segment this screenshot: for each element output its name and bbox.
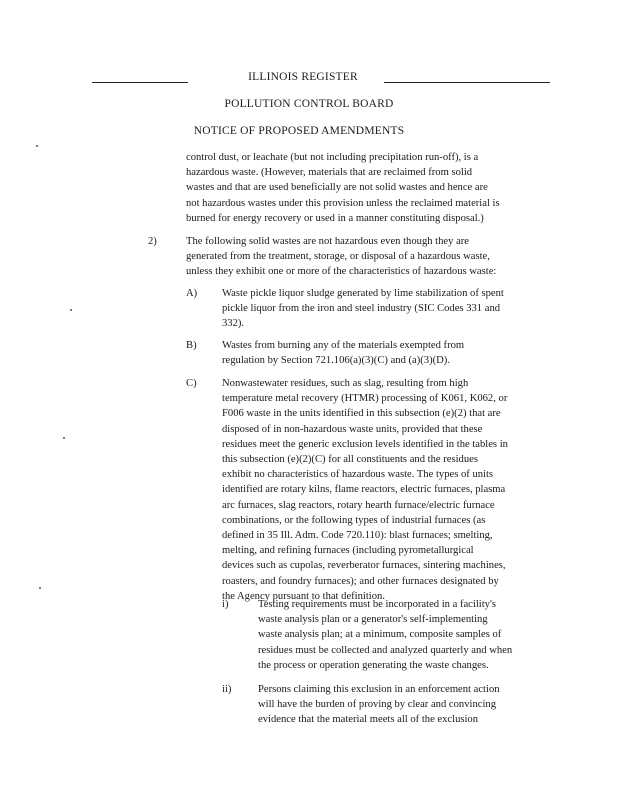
item-a-text [222,286,504,332]
scan-speck [36,145,38,147]
text-line: hazardous waste. (However, materials that are reclaimed from solid [186,167,473,179]
text-line: combinations, or the following types of industrial furnaces (as [222,514,486,526]
text-line: evidence that the material meets all of the exclusion [258,714,479,726]
scan-speck [63,437,65,439]
item-2-marker: 2) [148,236,157,247]
item-c-text [222,376,508,604]
text-line: roasters, and foundry furnaces); and other furnaces designated by [222,575,499,587]
item-c-ii-text [258,682,500,728]
scan-speck [39,587,41,589]
text-line: Persons claiming this exclusion in an enforcement action [258,684,500,695]
item-c-marker: C) [186,378,197,389]
text-line: identified are rotary kilns, flame reactors, electric furnaces, plasma [222,484,506,496]
item-b-marker: B) [186,340,197,351]
text-line: 332). [222,318,245,330]
text-line: temperature metal recovery (HTMR) processing of K061, K062, or [222,393,508,405]
text-line: wastes and that are used beneficially are not solid wastes and hence are [186,182,488,194]
item-b-text [222,338,464,368]
text-line: regulation by Section 721.106(a)(3)(C) and (a)(3)(D). [222,355,450,367]
text-line: F006 waste in the units identified in this subsection (e)(2) that are [222,408,501,420]
text-line: burned for energy recovery or used in a manner constituting disposal.) [186,212,484,224]
text-line: will have the burden of proving by clear and convincing [258,699,496,711]
text-line: The following solid wastes are not hazardous even though they are [186,236,470,247]
text-line: this subsection (e)(2)(C) for all constituents and the residues [222,454,478,466]
text-line: Waste pickle liquor sludge generated by lime stabilization of spent [222,288,504,299]
text-line: exhibit no characteristics of hazardous waste. The types of units [222,469,494,481]
text-line: the Agency pursuant to that definition. [222,590,385,602]
text-line: defined in 35 Ill. Adm. Code 720.110): blast furnaces; smelting, [222,530,493,542]
register-title: ILLINOIS REGISTER [248,71,358,83]
text-line: residues must be collected and analyzed quarterly and when [258,644,513,656]
item-c-i-marker: i) [222,599,229,610]
text-line: pickle liquor from the iron and steel industry (SIC Codes 331 and [222,303,501,315]
text-line: waste analysis plan; at a minimum, composite samples of [258,629,502,641]
item-c-i-text [258,597,512,673]
continuation-paragraph [186,150,500,226]
text-line: melting, and refining furnaces (including pyrometallurgical [222,545,474,557]
text-line: devices such as cupolas, reverberator furnaces, sintering machines, [222,560,506,572]
text-line: not hazardous wastes under this provision unless the reclaimed material is [186,197,500,209]
text-line: Testing requirements must be incorporated in a facility's [258,599,496,610]
text-line: residues meet the generic exclusion levels identified in the tables in [222,438,508,450]
scan-speck [70,309,72,311]
text-line: unless they exhibit one or more of the characteristics of hazardous waste: [186,266,497,278]
text-line: control dust, or leachate (but not including precipitation run-off), is a [186,152,479,163]
text-line: Wastes from burning any of the materials exempted from [222,340,465,351]
text-line: generated from the treatment, storage, or disposal of a hazardous waste, [186,251,490,263]
item-2-text [186,234,496,280]
item-c-ii-marker: ii) [222,684,232,695]
text-line: arc furnaces, slag reactors, rotary hearth furnace/electric furnace [222,499,495,511]
notice-title: NOTICE OF PROPOSED AMENDMENTS [193,125,405,137]
text-line: waste analysis plan or a generator's self-implementing [258,614,488,626]
item-a-marker: A) [186,288,198,299]
text-line: disposed of in non-hazardous waste units, provided that these [222,423,483,435]
text-line: the process or operation generating the waste changes. [258,659,489,671]
board-title: POLLUTION CONTROL BOARD [224,98,394,110]
text-line: Nonwastewater residues, such as slag, resulting from high [222,378,469,389]
